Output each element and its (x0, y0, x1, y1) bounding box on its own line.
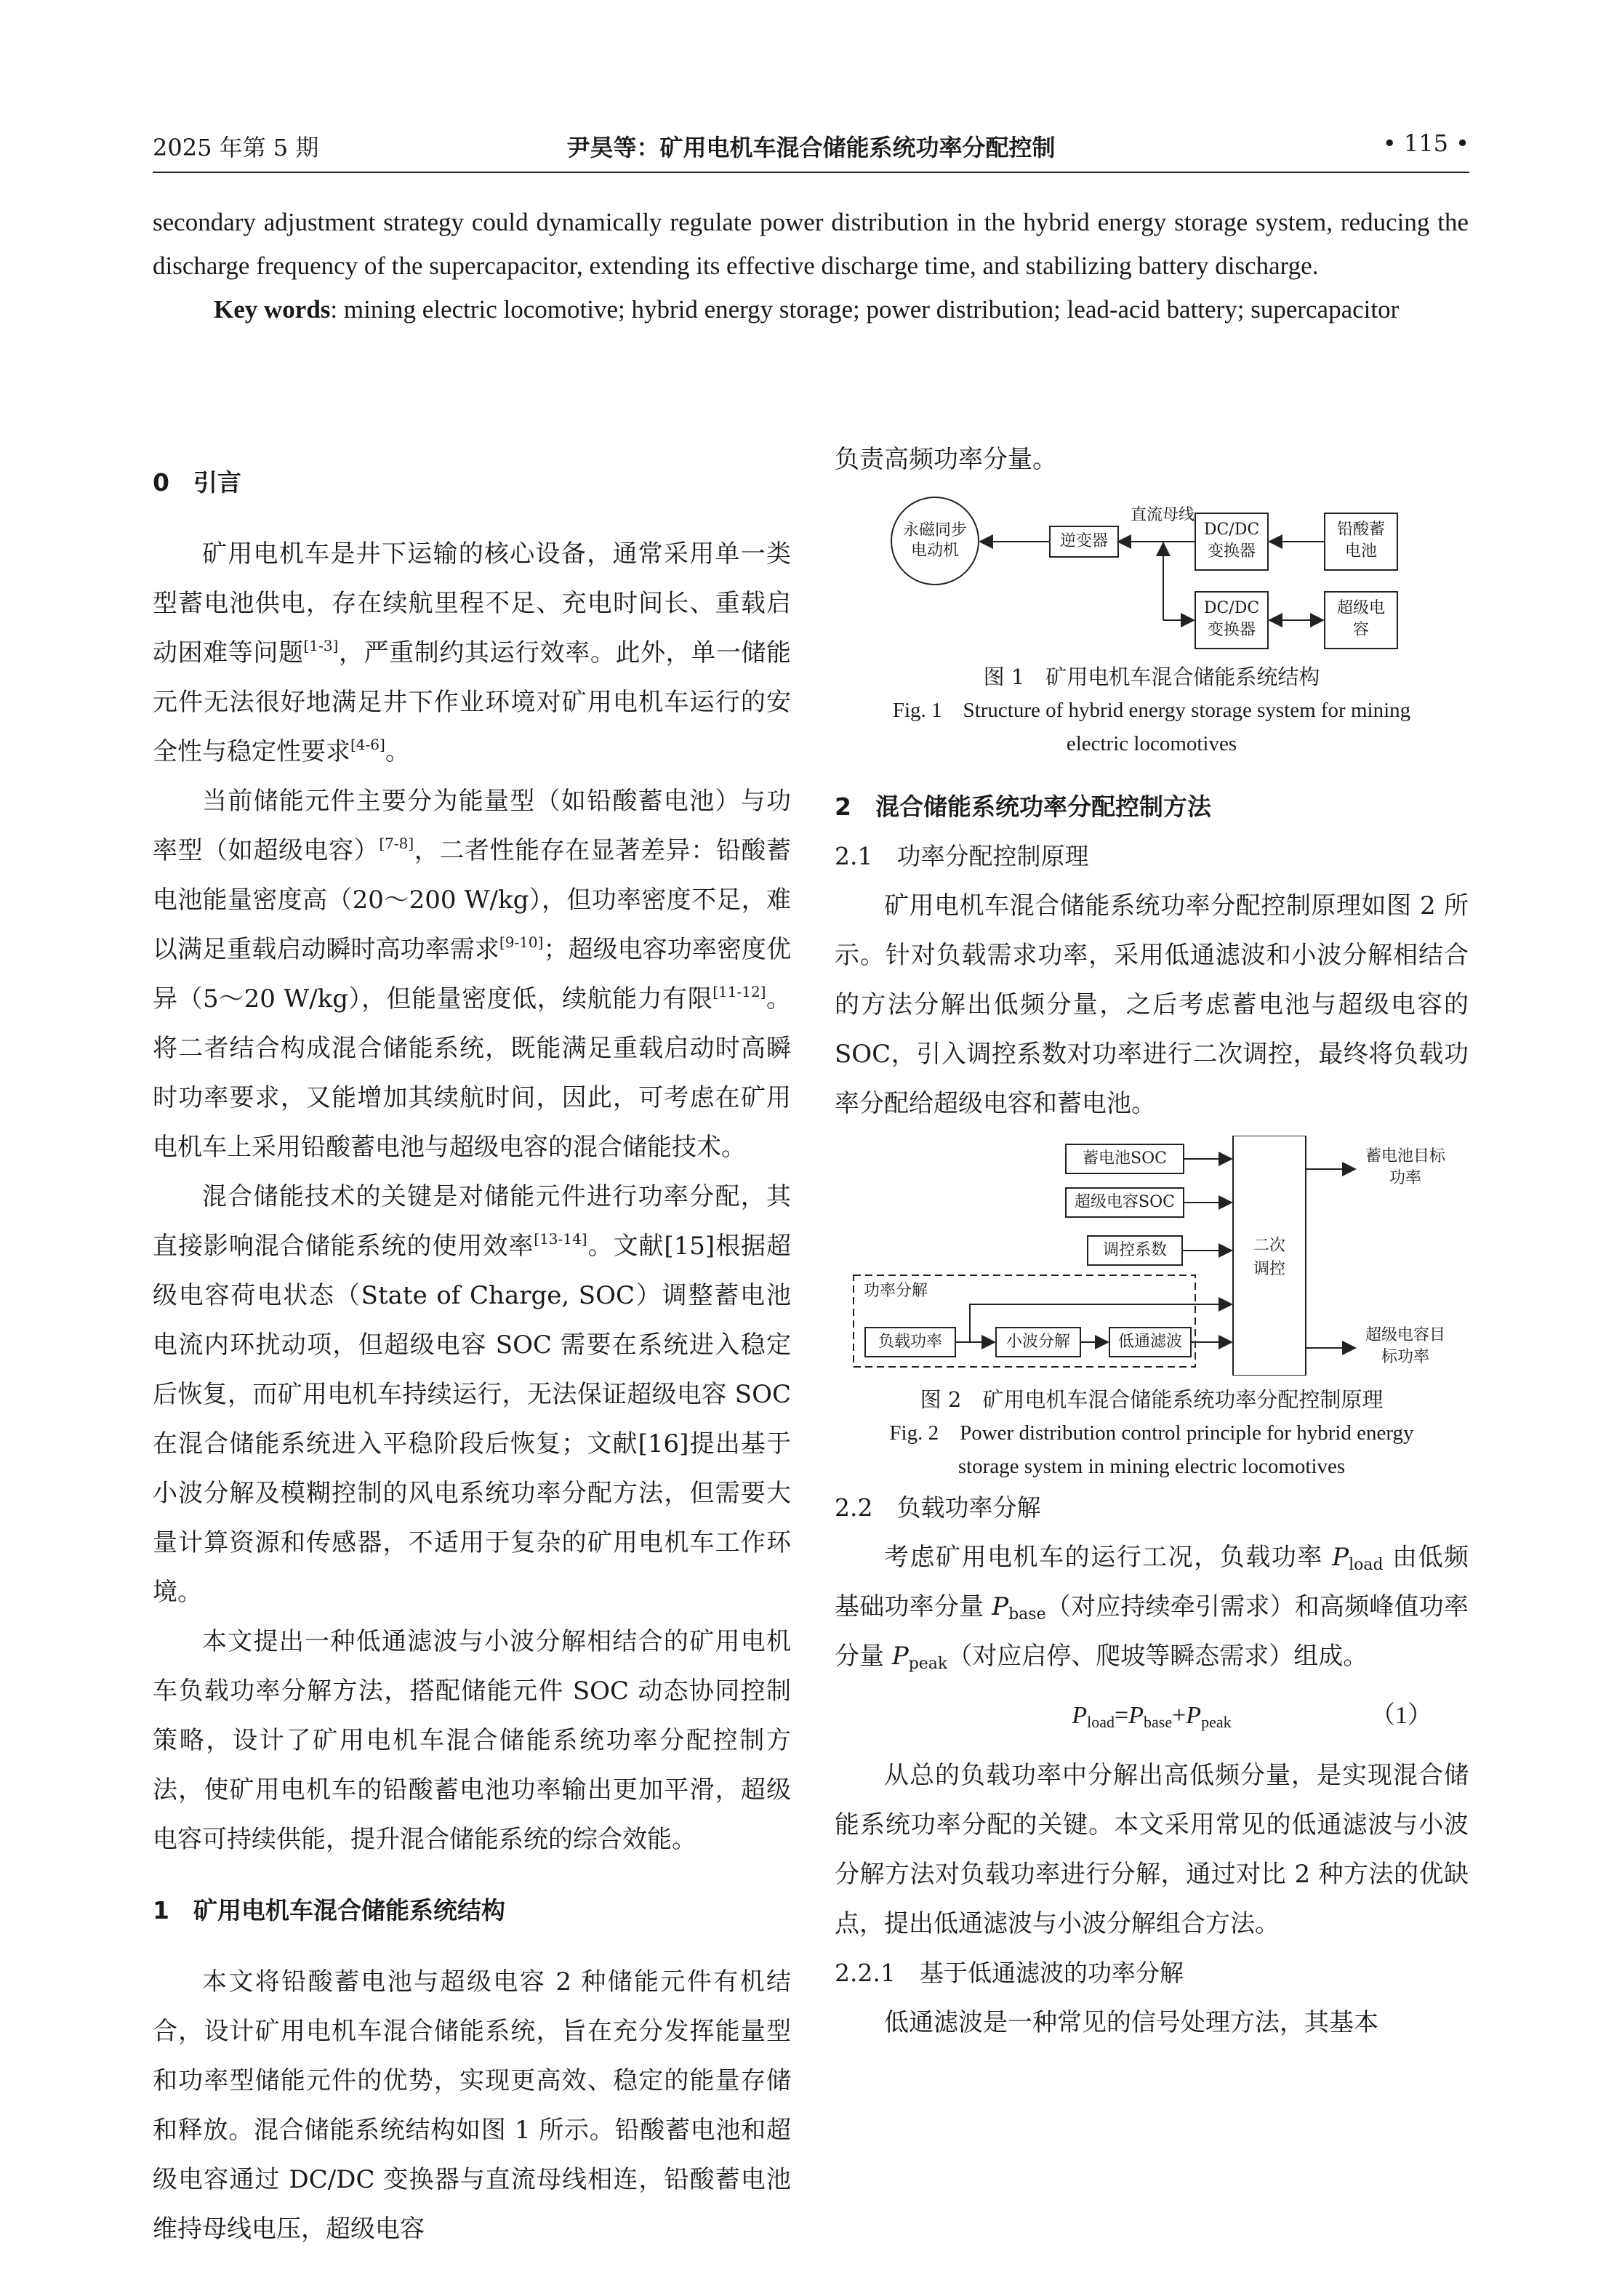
text-run: 矿用电机车是井下运输的核心设备，通常采用单一类型蓄电池供电，存在续航里程不足、充电时间长、重载启动困难等问题 (153, 539, 791, 667)
figure-2-diagram (835, 1136, 1469, 1376)
equation-number: （1） (1370, 1702, 1432, 1729)
supercap-soc-label: 超级电容SOC (1075, 1193, 1175, 1211)
paragraph-intro-2 (153, 776, 791, 1172)
inverter-label: 逆变器 (1059, 532, 1108, 550)
english-abstract (153, 201, 1469, 332)
keywords-text: : mining electric locomotive; hybrid energy storage; power distribution; lead-acid battery; supercapacitor (330, 295, 1400, 324)
paragraph-principle: 矿用电机车混合储能系统功率分配控制原理如图 2 所示。针对负载需求功率，采用低通滤波和小波分解相结合的方法分解出低频分量，之后考虑蓄电池与超级电容的 SOC，引入调控系数对功率进行二次调控，最终将负载功率分配给超级电容和蓄电池。 (835, 891, 1469, 1118)
paragraph-structure: 本文将铅酸蓄电池与超级电容 2 种储能元件有机结合，设计矿用电机车混合储能系统，旨在充分发挥能量型和功率型储能元件的优势，实现更高效、稳定的能量存储和释放。混合储能系统结构如图 1 所示。铅酸蓄电池和超级电容通过 DC/DC 变换器与直流母线相连，铅酸蓄电池维持母线电压，超级电容 (153, 1967, 791, 2244)
text-run: 当前储能元件主要分为能量型（如铅酸蓄电池）与功率型（如超级电容） (153, 787, 791, 865)
citation: [1-3] (303, 637, 339, 654)
supercap-label: 超级电容 (1336, 599, 1385, 639)
header-rule (153, 172, 1469, 173)
battery-target-label: 蓄电池目标功率 (1365, 1147, 1445, 1187)
text-run: 。 (385, 737, 410, 766)
paragraph-method: 从总的负载功率中分解出高低频分量，是实现混合储能系统功率分配的关键。本文采用常见的低通滤波与小波分解方法对负载功率进行分解，通过对比 2 种方法的优缺点，提出低通滤波与小波分解组合方法。 (835, 1761, 1469, 1938)
paragraph-intro-1 (153, 529, 791, 776)
text-run: ，严重制约其运行效率。此外，单一储能元件无法很好地满足井下作业环境对矿用电机车运行的安全性与稳定性要求 (153, 638, 791, 766)
paragraph-intro-3 (153, 1172, 791, 1617)
running-title: 尹昊等：矿用电机车混合储能系统功率分配控制 (566, 134, 1056, 161)
citation: [7-8] (379, 835, 414, 852)
symbol-P: P (1072, 1702, 1088, 1729)
text-run: （对应持续牵引需求）和高频峰值功率分量 (835, 1592, 1469, 1671)
symbol-P: P (1332, 1543, 1349, 1572)
symbol-P: P (1128, 1702, 1144, 1729)
citation: [9-10] (499, 934, 544, 951)
coef-label: 调控系数 (1102, 1241, 1167, 1259)
bus-label: 直流母线 (1130, 506, 1195, 524)
spacer (153, 507, 791, 529)
section-2-2-1-title: 2.2.1 基于低通滤波的功率分解 (835, 1959, 1184, 1987)
text-run: 。将二者结合构成混合储能系统，既能满足重载启动时高瞬时功率要求，又能增加其续航时间，因此，可考虑在矿用电机车上采用铅酸蓄电池与超级电容的混合储能技术。 (153, 984, 791, 1162)
eq-plus: + (1172, 1702, 1187, 1729)
figure-1 (835, 484, 1469, 760)
battery-label: 铅酸蓄电池 (1336, 521, 1385, 561)
battery-soc-label: 蓄电池SOC (1083, 1149, 1167, 1168)
paragraph-lowpass: 低通滤波是一种常见的信号处理方法，其基本 (884, 2008, 1378, 2037)
text-run: 。文献[15]根据超级电容荷电状态（State of Charge, SOC）调整蓄电池电流内环扰动项，但超级电容 SOC 需要在系统进入稳定后恢复，而矿用电机车持续运行，无法保证超级电容 SOC 在混合储能系统进入平稳阶段后恢复；文献[16]提出基于小波分解及模糊控制的风电系统功率分配方法，但需要大量计算资源和传感器，不适用于复杂的矿用电机车工作环境。 (153, 1232, 792, 1607)
left-column (153, 458, 791, 2254)
text-run: （对应启停、爬坡等瞬态需求）组成。 (947, 1642, 1368, 1671)
citation: [11-12] (712, 983, 766, 1000)
eq-equals: = (1115, 1702, 1129, 1729)
subscript-load: load (1349, 1556, 1384, 1574)
abstract-tail: secondary adjustment strategy could dynamically regulate power distribution in the hybrid energy storage system, reducing the discharge frequency of the supercapacitor, extending its effective discharge time, and stabilizing battery discharge. (153, 208, 1469, 280)
dcdc-label-2: DC/DC变换器 (1203, 599, 1260, 639)
keywords-label: Key words (214, 295, 331, 324)
subscript-load: load (1087, 1713, 1115, 1731)
load-power-label: 负载功率 (878, 1333, 942, 1351)
secondary-label: 二次调控 (1253, 1237, 1285, 1278)
spacer (153, 1864, 791, 1886)
spacer (153, 1935, 791, 1957)
figure-1-caption-en: Fig. 1 Structure of hybrid energy storage system for mining electric locomotives (892, 699, 1411, 755)
subscript-peak: peak (1201, 1713, 1232, 1731)
text-run: 由低频基础功率分量 (835, 1543, 1469, 1621)
symbol-P: P (992, 1592, 1009, 1621)
subscript-peak: peak (908, 1655, 948, 1673)
figure-2 (835, 1136, 1469, 1483)
motor-label: 永磁同步电动机 (902, 521, 967, 560)
citation: [4-6] (350, 736, 385, 753)
text-run: ，二者性能存在显著差异：铅酸蓄电池能量密度高（20～200 W/kg），但功率密度不足，难以满足重载启动瞬时高功率需求 (153, 836, 792, 964)
spacer (835, 760, 1469, 782)
lowpass-label: 低通滤波 (1117, 1333, 1182, 1351)
figure-2-caption-en: Fig. 2 Power distribution control principle for hybrid energy storage system in mining electric locomotives (889, 1421, 1414, 1478)
figure-1-diagram (835, 484, 1469, 651)
issue-label: 2025 年第 5 期 (153, 134, 319, 161)
right-column (835, 435, 1469, 2047)
figure-2-caption-cn: 图 2 矿用电机车混合储能系统功率分配控制原理 (920, 1387, 1384, 1412)
subscript-base: base (1144, 1713, 1173, 1731)
wavelet-label: 小波分解 (1005, 1333, 1070, 1351)
text-run: ；超级电容功率密度优异（5～20 W/kg），但能量密度低，续航能力有限 (153, 935, 792, 1013)
text-run: 混合储能技术的关键是对储能元件进行功率分配，其直接影响混合储能系统的使用效率 (153, 1182, 791, 1261)
symbol-P: P (1186, 1702, 1202, 1729)
section-2-title: 2 混合储能系统功率分配控制方法 (835, 792, 1211, 821)
page-number: • 115 • (1382, 129, 1469, 157)
running-header (153, 129, 1469, 166)
citation: [13-14] (534, 1230, 587, 1248)
paragraph-intro-4: 本文提出一种低通滤波与小波分解相结合的矿用电机车负载功率分解方法，搭配储能元件 SOC 动态协同控制策略，设计了矿用电机车混合储能系统功率分配控制方法，使矿用电机车的铅酸蓄电池功率输出更加平滑，超级电容可持续供能，提升混合储能系统的综合效能。 (153, 1627, 791, 1854)
section-1-title: 1 矿用电机车混合储能系统结构 (153, 1896, 505, 1924)
paragraph-load-decomp (835, 1533, 1469, 1681)
decomp-label: 功率分解 (864, 1282, 928, 1300)
equation-1 (835, 1691, 1469, 1741)
text-run: 考虑矿用电机车的运行工况，负载功率 (884, 1543, 1333, 1572)
section-2-1-title: 2.1 功率分配控制原理 (835, 842, 1089, 870)
subscript-base: base (1008, 1605, 1046, 1623)
section-0-title: 0 引言 (153, 468, 241, 497)
figure-1-caption-cn: 图 1 矿用电机车混合储能系统结构 (983, 665, 1320, 689)
keywords (153, 288, 1469, 332)
dcdc-label-1: DC/DC变换器 (1203, 521, 1260, 561)
paragraph-continued: 负责高频功率分量。 (835, 445, 1057, 474)
symbol-P: P (891, 1642, 909, 1671)
supercap-target-label: 超级电容目标功率 (1365, 1326, 1445, 1366)
section-2-2-title: 2.2 负载功率分解 (835, 1493, 1041, 1522)
